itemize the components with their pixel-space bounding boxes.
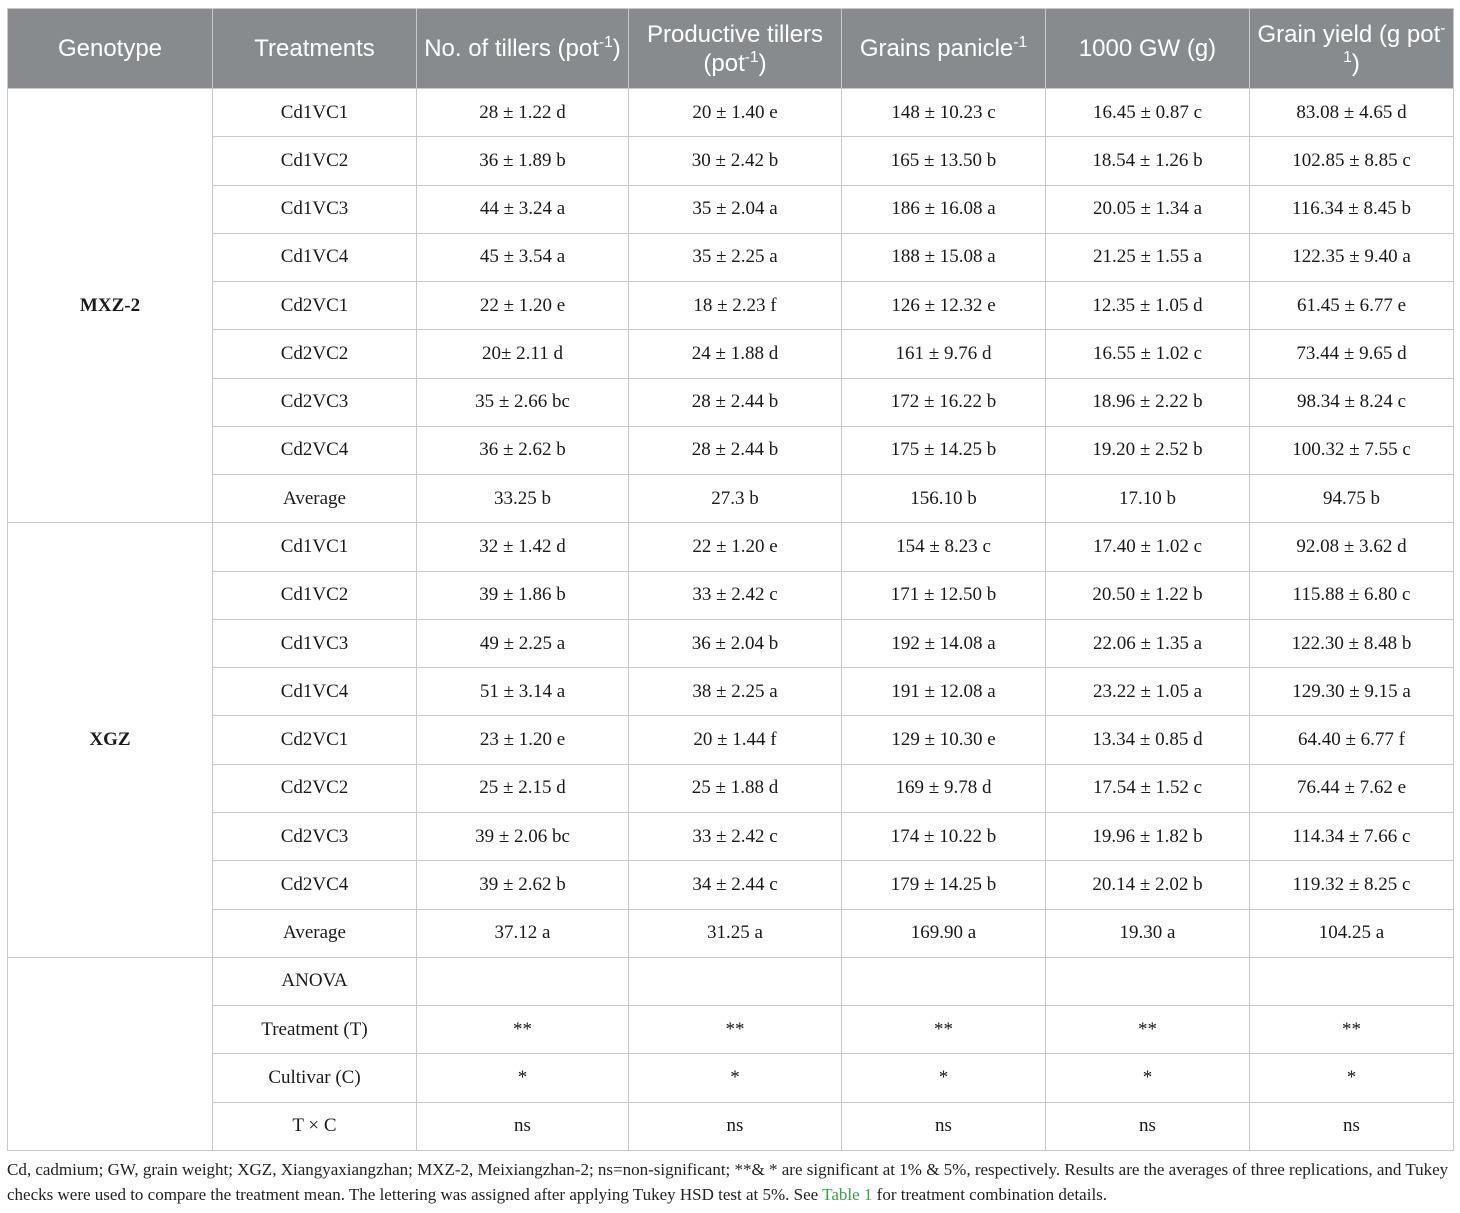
- value-cell: 16.55 ± 1.02 c: [1046, 330, 1250, 378]
- value-cell: 28 ± 2.44 b: [629, 378, 842, 426]
- table-row: [8, 426, 1454, 474]
- value-cell: 35 ± 2.66 bc: [417, 378, 629, 426]
- value-cell: 25 ± 2.15 d: [417, 764, 629, 812]
- treatment-cell: Treatment (T): [213, 1006, 417, 1054]
- treatment-cell: ANOVA: [213, 957, 417, 1005]
- value-cell: **: [417, 1006, 629, 1054]
- value-cell: 165 ± 13.50 b: [842, 137, 1046, 185]
- table-row: [8, 619, 1454, 667]
- table-row: [8, 1054, 1454, 1102]
- value-cell: 64.40 ± 6.77 f: [1250, 716, 1454, 764]
- value-cell: 188 ± 15.08 a: [842, 233, 1046, 281]
- treatment-cell: Cd1VC4: [213, 233, 417, 281]
- value-cell: 12.35 ± 1.05 d: [1046, 282, 1250, 330]
- value-cell: 30 ± 2.42 b: [629, 137, 842, 185]
- value-cell: ns: [1046, 1102, 1250, 1150]
- value-cell: 16.45 ± 0.87 c: [1046, 89, 1250, 137]
- value-cell: 20 ± 1.44 f: [629, 716, 842, 764]
- value-cell: 19.20 ± 2.52 b: [1046, 426, 1250, 474]
- table-row: [8, 282, 1454, 330]
- value-cell: 61.45 ± 6.77 e: [1250, 282, 1454, 330]
- value-cell: 20 ± 1.40 e: [629, 89, 842, 137]
- header-no-of-tillers: No. of tillers (pot$^{-1}$): [417, 9, 629, 89]
- header-treatments: Treatments: [213, 9, 417, 89]
- value-cell: 172 ± 16.22 b: [842, 378, 1046, 426]
- value-cell: 20.14 ± 2.02 b: [1046, 861, 1250, 909]
- value-cell: 19.30 a: [1046, 909, 1250, 957]
- value-cell: **: [629, 1006, 842, 1054]
- table-row: [8, 378, 1454, 426]
- value-cell: 104.25 a: [1250, 909, 1454, 957]
- value-cell: 36 ± 2.62 b: [417, 426, 629, 474]
- treatment-cell: Cd1VC1: [213, 89, 417, 137]
- value-cell: 119.32 ± 8.25 c: [1250, 861, 1454, 909]
- results-table: [7, 8, 1454, 1151]
- value-cell: 23.22 ± 1.05 a: [1046, 668, 1250, 716]
- header-genotype: Genotype: [8, 9, 213, 89]
- value-cell: 83.08 ± 4.65 d: [1250, 89, 1454, 137]
- value-cell: **: [842, 1006, 1046, 1054]
- value-cell: 179 ± 14.25 b: [842, 861, 1046, 909]
- treatment-cell: Cd2VC4: [213, 861, 417, 909]
- value-cell: [1250, 957, 1454, 1005]
- value-cell: *: [417, 1054, 629, 1102]
- genotype-cell-empty: [8, 957, 213, 1150]
- value-cell: 19.96 ± 1.82 b: [1046, 812, 1250, 860]
- value-cell: 122.30 ± 8.48 b: [1250, 619, 1454, 667]
- value-cell: 18 ± 2.23 f: [629, 282, 842, 330]
- value-cell: 186 ± 16.08 a: [842, 185, 1046, 233]
- value-cell: 17.40 ± 1.02 c: [1046, 523, 1250, 571]
- treatment-cell: Average: [213, 909, 417, 957]
- value-cell: 94.75 b: [1250, 475, 1454, 523]
- value-cell: 73.44 ± 9.65 d: [1250, 330, 1454, 378]
- value-cell: 28 ± 2.44 b: [629, 426, 842, 474]
- value-cell: 49 ± 2.25 a: [417, 619, 629, 667]
- header-row: [8, 9, 1454, 89]
- footnote-text: Cd, cadmium; GW, grain weight; XGZ, Xiangyaxiangzhan; MXZ-2, Meixiangzhan-2; ns=non-significant; **& * are significant at 1% & 5%, respectively. Results are the averages of three replications, and Tukey checks were used to compare the treatment mean. The lettering was assigned after applying Tukey HSD test at 5%. See: [7, 1160, 1449, 1204]
- value-cell: 175 ± 14.25 b: [842, 426, 1046, 474]
- value-cell: [629, 957, 842, 1005]
- value-cell: 174 ± 10.22 b: [842, 812, 1046, 860]
- value-cell: 169 ± 9.78 d: [842, 764, 1046, 812]
- value-cell: *: [629, 1054, 842, 1102]
- value-cell: 192 ± 14.08 a: [842, 619, 1046, 667]
- treatment-cell: Cd1VC2: [213, 571, 417, 619]
- value-cell: 45 ± 3.54 a: [417, 233, 629, 281]
- treatment-cell: Cd2VC3: [213, 812, 417, 860]
- table-row: [8, 812, 1454, 860]
- table-row: [8, 523, 1454, 571]
- value-cell: 17.10 b: [1046, 475, 1250, 523]
- table-1-link[interactable]: Table 1: [822, 1185, 873, 1204]
- header-1000-gw: 1000 GW (g): [1046, 9, 1250, 89]
- value-cell: 51 ± 3.14 a: [417, 668, 629, 716]
- value-cell: ns: [1250, 1102, 1454, 1150]
- value-cell: 100.32 ± 7.55 c: [1250, 426, 1454, 474]
- value-cell: 171 ± 12.50 b: [842, 571, 1046, 619]
- treatment-cell: Cd2VC1: [213, 282, 417, 330]
- table-row: [8, 330, 1454, 378]
- table-row: [8, 668, 1454, 716]
- value-cell: 27.3 b: [629, 475, 842, 523]
- value-cell: 129 ± 10.30 e: [842, 716, 1046, 764]
- value-cell: 39 ± 2.06 bc: [417, 812, 629, 860]
- treatment-cell: Average: [213, 475, 417, 523]
- value-cell: [417, 957, 629, 1005]
- genotype-cell: XGZ: [8, 523, 213, 957]
- value-cell: 148 ± 10.23 c: [842, 89, 1046, 137]
- treatment-cell: T × C: [213, 1102, 417, 1150]
- value-cell: 122.35 ± 9.40 a: [1250, 233, 1454, 281]
- value-cell: 35 ± 2.04 a: [629, 185, 842, 233]
- value-cell: 102.85 ± 8.85 c: [1250, 137, 1454, 185]
- table-row: [8, 861, 1454, 909]
- value-cell: 44 ± 3.24 a: [417, 185, 629, 233]
- value-cell: ns: [417, 1102, 629, 1150]
- value-cell: 154 ± 8.23 c: [842, 523, 1046, 571]
- treatment-cell: Cd2VC2: [213, 330, 417, 378]
- value-cell: 34 ± 2.44 c: [629, 861, 842, 909]
- value-cell: 25 ± 1.88 d: [629, 764, 842, 812]
- footnote-text-end: for treatment combination details.: [872, 1185, 1108, 1204]
- value-cell: 33 ± 2.42 c: [629, 812, 842, 860]
- value-cell: 191 ± 12.08 a: [842, 668, 1046, 716]
- table-body: [8, 89, 1454, 1151]
- treatment-cell: Cd2VC1: [213, 716, 417, 764]
- treatment-cell: Cd1VC3: [213, 619, 417, 667]
- value-cell: 22.06 ± 1.35 a: [1046, 619, 1250, 667]
- value-cell: 36 ± 2.04 b: [629, 619, 842, 667]
- header-productive-tillers: Productive tillers (pot$^{-1}$): [629, 9, 842, 89]
- table-row: [8, 137, 1454, 185]
- genotype-cell: MXZ-2: [8, 89, 213, 523]
- value-cell: 28 ± 1.22 d: [417, 89, 629, 137]
- table-row: [8, 89, 1454, 137]
- table-row: [8, 957, 1454, 1005]
- value-cell: 115.88 ± 6.80 c: [1250, 571, 1454, 619]
- table-row: [8, 1102, 1454, 1150]
- value-cell: 116.34 ± 8.45 b: [1250, 185, 1454, 233]
- value-cell: **: [1250, 1006, 1454, 1054]
- value-cell: 39 ± 2.62 b: [417, 861, 629, 909]
- value-cell: 20.50 ± 1.22 b: [1046, 571, 1250, 619]
- value-cell: *: [1046, 1054, 1250, 1102]
- value-cell: 23 ± 1.20 e: [417, 716, 629, 764]
- header-grain-yield: Grain yield (g pot$^{-1}$): [1250, 9, 1454, 89]
- value-cell: 13.34 ± 0.85 d: [1046, 716, 1250, 764]
- value-cell: 36 ± 1.89 b: [417, 137, 629, 185]
- treatment-cell: Cd1VC2: [213, 137, 417, 185]
- value-cell: **: [1046, 1006, 1250, 1054]
- table-row: [8, 475, 1454, 523]
- value-cell: 22 ± 1.20 e: [417, 282, 629, 330]
- value-cell: 33.25 b: [417, 475, 629, 523]
- treatment-cell: Cd1VC3: [213, 185, 417, 233]
- value-cell: [1046, 957, 1250, 1005]
- value-cell: [842, 957, 1046, 1005]
- table-row: [8, 716, 1454, 764]
- value-cell: 18.54 ± 1.26 b: [1046, 137, 1250, 185]
- table-row: [8, 764, 1454, 812]
- value-cell: *: [1250, 1054, 1454, 1102]
- value-cell: 33 ± 2.42 c: [629, 571, 842, 619]
- value-cell: 161 ± 9.76 d: [842, 330, 1046, 378]
- value-cell: 38 ± 2.25 a: [629, 668, 842, 716]
- table-footnote: [7, 1157, 1453, 1207]
- table-row: [8, 909, 1454, 957]
- value-cell: 18.96 ± 2.22 b: [1046, 378, 1250, 426]
- value-cell: 129.30 ± 9.15 a: [1250, 668, 1454, 716]
- treatment-cell: Cultivar (C): [213, 1054, 417, 1102]
- value-cell: 37.12 a: [417, 909, 629, 957]
- treatment-cell: Cd1VC4: [213, 668, 417, 716]
- treatment-cell: Cd1VC1: [213, 523, 417, 571]
- value-cell: 24 ± 1.88 d: [629, 330, 842, 378]
- value-cell: 20± 2.11 d: [417, 330, 629, 378]
- value-cell: 156.10 b: [842, 475, 1046, 523]
- value-cell: 98.34 ± 8.24 c: [1250, 378, 1454, 426]
- treatment-cell: Cd2VC4: [213, 426, 417, 474]
- value-cell: 126 ± 12.32 e: [842, 282, 1046, 330]
- table-row: [8, 233, 1454, 281]
- value-cell: 31.25 a: [629, 909, 842, 957]
- table-row: [8, 185, 1454, 233]
- treatment-cell: Cd2VC2: [213, 764, 417, 812]
- value-cell: 20.05 ± 1.34 a: [1046, 185, 1250, 233]
- value-cell: 169.90 a: [842, 909, 1046, 957]
- treatment-cell: Cd2VC3: [213, 378, 417, 426]
- value-cell: 76.44 ± 7.62 e: [1250, 764, 1454, 812]
- table-row: [8, 571, 1454, 619]
- value-cell: 92.08 ± 3.62 d: [1250, 523, 1454, 571]
- header-grains-panicle: Grains panicle$^{-1}$: [842, 9, 1046, 89]
- table-row: [8, 1006, 1454, 1054]
- value-cell: 17.54 ± 1.52 c: [1046, 764, 1250, 812]
- value-cell: 32 ± 1.42 d: [417, 523, 629, 571]
- value-cell: 114.34 ± 7.66 c: [1250, 812, 1454, 860]
- value-cell: 35 ± 2.25 a: [629, 233, 842, 281]
- value-cell: 22 ± 1.20 e: [629, 523, 842, 571]
- value-cell: ns: [629, 1102, 842, 1150]
- value-cell: 21.25 ± 1.55 a: [1046, 233, 1250, 281]
- value-cell: 39 ± 1.86 b: [417, 571, 629, 619]
- value-cell: ns: [842, 1102, 1046, 1150]
- value-cell: *: [842, 1054, 1046, 1102]
